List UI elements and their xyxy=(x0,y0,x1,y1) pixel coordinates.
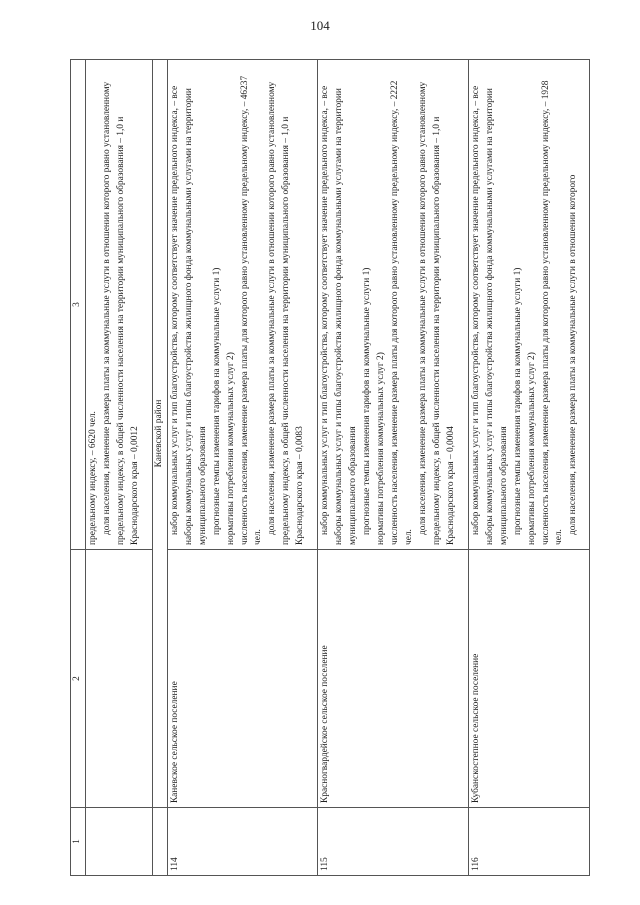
desc-line: численность населения, изменение размера платы для которого равно установленному предельному индексу, – 46237 чел. xyxy=(239,75,264,545)
row-description xyxy=(468,60,589,550)
region-row xyxy=(153,60,168,876)
desc-line: доля населения, изменение размера платы за коммунальные услуги в отношении которого равно установленному предельному индексу, в общей численности населения на территории муниципального образования – 1,0 и Краснодарского края – 0,0083 xyxy=(267,81,306,545)
row-number: 114 xyxy=(168,808,318,876)
desc-line: набор коммунальных услуг и тип благоустройства, которому соответствует значение предельного индекса, – все наборы коммунальных услуг и типы благоустройства жилищного фонда коммунальными услугами на территории муниципального образования xyxy=(320,85,359,545)
header-cell: 3 xyxy=(71,60,86,550)
header-cell: 1 xyxy=(71,808,86,876)
empty-cell xyxy=(153,808,168,876)
settlement-name: Каневское сельское поселение xyxy=(168,550,318,808)
page-number: 104 xyxy=(310,18,330,33)
desc-line: численность населения, изменение размера платы для которого равно установленному предельному индексу, – 2222 чел. xyxy=(390,80,414,545)
desc-line: нормативы потребления коммунальных услуг 2) xyxy=(225,352,236,545)
header-cell: 2 xyxy=(71,550,86,808)
desc-line: набор коммунальных услуг и тип благоустройства, которому соответствует значение предельного индекса, – все наборы коммунальных услуг и типы благоустройства жилищного фонда коммунальными услугами на территории муниципального образования xyxy=(170,85,208,545)
desc-line: предельному индексу, – 6620 чел. xyxy=(88,411,98,545)
row-number: 115 xyxy=(318,808,468,876)
table-row xyxy=(468,60,589,876)
desc-line: доля населения, изменение размера платы за коммунальные услуги в отношении которого равно установленному предельному индексу, в общей численности населения на территории муниципального образования – 1,0 и Краснодарского края – 0,0012 xyxy=(101,81,140,545)
desc-line: прогнозные темпы изменения тарифов на коммунальные услуги 1) xyxy=(211,267,222,535)
desc-line: прогнозные темпы изменения тарифов на коммунальные услуги 1) xyxy=(512,267,523,535)
settlement-name: Красногвардейское сельское поселение xyxy=(318,550,468,808)
row-description xyxy=(318,60,468,550)
row-description xyxy=(168,60,318,550)
desc-line: численность населения, изменение размера платы для которого равно установленному предельному индексу, – 1928 чел. xyxy=(540,80,565,545)
table-row xyxy=(168,60,318,876)
empty-cell xyxy=(86,808,153,876)
table-row xyxy=(318,60,468,876)
empty-cell xyxy=(86,550,153,808)
data-table xyxy=(70,59,590,876)
settlement-name: Кубанскостепное сельское поселение xyxy=(468,550,589,808)
header-row xyxy=(71,60,86,876)
continuation-text xyxy=(86,60,153,550)
row-number: 116 xyxy=(468,808,589,876)
region-title: Каневской район xyxy=(153,60,168,808)
desc-line: нормативы потребления коммунальных услуг 2) xyxy=(526,352,537,545)
desc-line: набор коммунальных услуг и тип благоустройства, которому соответствует значение предельного индекса, – все наборы коммунальных услуг и типы благоустройства жилищного фонда коммунальными услугами на территории муниципального образования xyxy=(470,85,509,545)
desc-line: прогнозные темпы изменения тарифов на коммунальные услуги 1) xyxy=(362,267,373,535)
desc-line: доля населения, изменение размера платы за коммунальные услуги в отношении которого равно установленному предельному индексу, в общей численности населения на территории муниципального образования – 1,0 и Краснодарского края – 0,0004 xyxy=(417,81,456,545)
rotated-table-container xyxy=(70,60,590,876)
continuation-row xyxy=(86,60,153,876)
desc-line: нормативы потребления коммунальных услуг 2) xyxy=(376,352,387,545)
desc-line: доля населения, изменение размера платы за коммунальные услуги в отношении которого xyxy=(568,174,579,535)
